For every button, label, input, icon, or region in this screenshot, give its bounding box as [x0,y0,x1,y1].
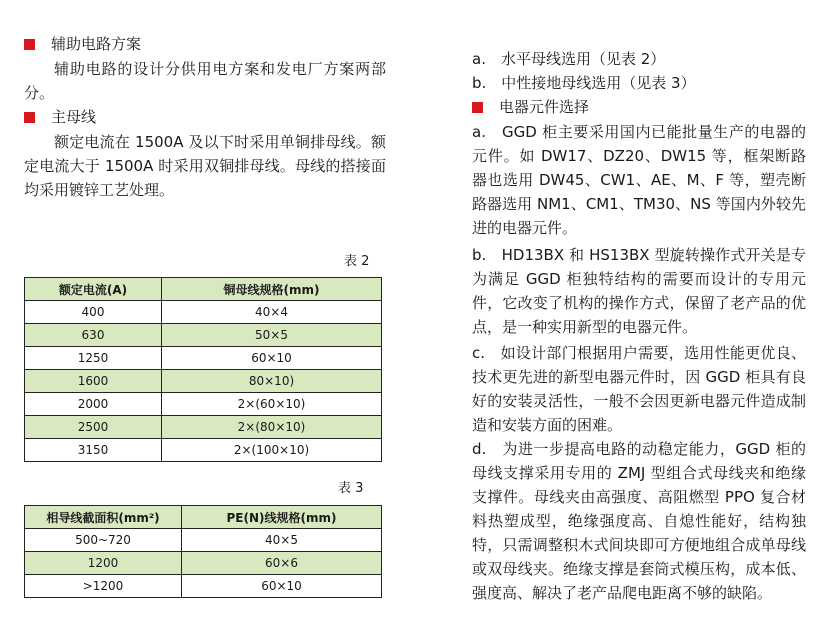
table-cell: >1200 [25,575,182,598]
table-cell: 2×(100×10) [162,439,382,462]
components-para-d: d. 为进一步提高电路的动稳定能力，GGD 柜的母线支撑采用专用的 ZMJ 型组合式母线夹和绝缘支撑件。母线夹由高强度、高阻燃型 PPO 复合材料热塑成型，绝缘强度高、自熄性能好，结构独特，只需调整积木式间块即可方便地组合成单母线或双母线夹。绝缘支撑是套筒式模压构，成本低、强度高、解决了老产品爬电距离不够的缺陷。 [472,440,806,602]
table-row [25,393,382,416]
square-bullet-icon [24,39,35,50]
table-cell: 3150 [25,439,162,462]
table-row [25,575,382,598]
square-bullet-icon [472,102,483,113]
table-cell: 80×10) [162,370,382,393]
table-cell: 60×10 [182,575,382,598]
neutral-busbar-item: b. 中性接地母线选用（见表 3） [472,74,696,92]
table-cell: 2×(80×10) [162,416,382,439]
table-cell: 1600 [25,370,162,393]
table-cell: 40×5 [182,529,382,552]
table-row [25,552,382,575]
table-header-cell: 额定电流(A) [25,278,162,301]
main-busbar-text: 额定电流在 1500A 及以下时采用单铜排母线。额定电流大于 1500A 时采用双铜排母线。母线的搭接面均采用镀锌工艺处理。 [24,133,386,199]
table2 [24,277,382,462]
table-row [25,370,382,393]
table-cell: 40×4 [162,301,382,324]
aux-circuit-heading: 辅助电路方案 [24,34,141,54]
table-cell: 630 [25,324,162,347]
table-cell: 2500 [25,416,162,439]
table-row [25,347,382,370]
table-header-row [25,506,382,529]
table-cell: 60×6 [182,552,382,575]
table-header-cell: PE(N)线规格(mm) [182,506,382,529]
electrical-components-heading: 电器元件选择 [472,97,589,117]
table-row [25,324,382,347]
table-cell: 50×5 [162,324,382,347]
table-cell: 2000 [25,393,162,416]
table-header-cell: 铜母线规格(mm) [162,278,382,301]
table3 [24,505,382,598]
table-cell: 1200 [25,552,182,575]
table-row [25,529,382,552]
components-para-b: b. HD13BX 和 HS13BX 型旋转操作式开关是专为满足 GGD 柜独特结构的需要而设计的专用元件，它改变了机构的操作方式，保留了老产品的优点，是一种实用新型的电器元件。 [472,246,806,336]
components-para-c: c. 如设计部门根据用户需要，选用性能更优良、技术更先进的新型电器元件时，因 GGD 柜具有良好的安装灵活性，一般不会因更新电器元件造成制造和安装方面的困难。 [472,344,806,434]
table-cell: 400 [25,301,162,324]
main-busbar-heading: 主母线 [24,107,96,127]
table-cell: 500~720 [25,529,182,552]
table-cell: 60×10 [162,347,382,370]
table-cell: 2×(60×10) [162,393,382,416]
table-row [25,416,382,439]
table3-caption: 表 3 [338,481,364,496]
aux-circuit-text: 辅助电路的设计分供用电方案和发电厂方案两部分。 [24,60,386,102]
table-header-cell: 相导线截面积(mm²) [25,506,182,529]
table-row [25,439,382,462]
horizontal-busbar-item: a. 水平母线选用（见表 2） [472,50,666,68]
components-para-a: a. GGD 柜主要采用国内已能批量生产的电器的元件。如 DW17、DZ20、DW15 等，框架断路器也选用 DW45、CW1、AE、M、F 等，塑壳断路器选用 NM1、CM1、TM30、NS 等国内外较先进的电器元件。 [472,123,806,237]
table-row [25,301,382,324]
table2-caption: 表 2 [344,254,370,269]
table-cell: 1250 [25,347,162,370]
table-header-row [25,278,382,301]
square-bullet-icon [24,112,35,123]
